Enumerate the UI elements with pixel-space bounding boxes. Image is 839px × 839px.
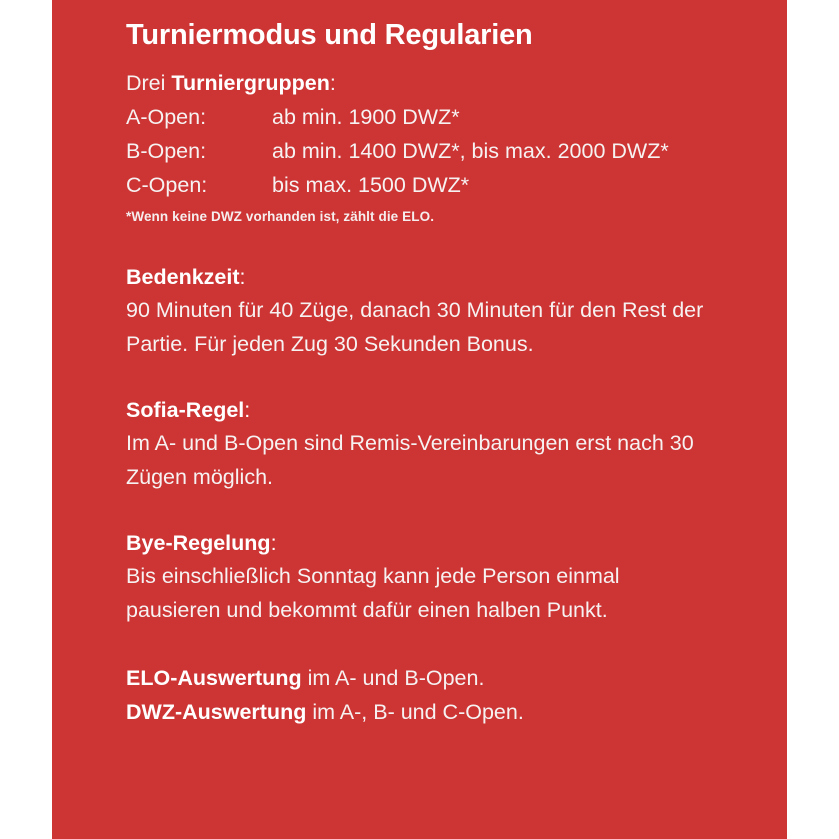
section-heading bbox=[126, 528, 769, 559]
group-value: ab min. 1400 DWZ*, bis max. 2000 DWZ* bbox=[272, 138, 669, 163]
section-heading-text: Bye-Regelung bbox=[126, 530, 271, 555]
evaluation-block bbox=[126, 627, 769, 729]
groups-intro-suffix: : bbox=[329, 70, 336, 95]
groups-intro-prefix: Drei bbox=[126, 70, 172, 95]
list-item bbox=[126, 100, 769, 134]
section-heading-text: Sofia-Regel bbox=[126, 397, 245, 422]
section-heading bbox=[126, 262, 769, 293]
group-value: ab min. 1900 DWZ* bbox=[272, 104, 460, 129]
groups-intro bbox=[126, 52, 769, 100]
section-body: Bis einschließlich Sonntag kann jede Person einmal pausieren und bekommt dafür einen halben Punkt. bbox=[126, 563, 620, 622]
dwz-evaluation-text: im A-, B- und C-Open. bbox=[306, 699, 524, 724]
group-label: B-Open: bbox=[126, 138, 207, 163]
section-heading-colon: : bbox=[239, 264, 246, 289]
tournament-groups-list bbox=[126, 100, 769, 202]
dwz-evaluation-label: DWZ-Auswertung bbox=[126, 699, 307, 724]
dwz-evaluation-line bbox=[126, 695, 769, 729]
group-label: C-Open: bbox=[126, 172, 208, 197]
section-heading bbox=[126, 395, 769, 426]
group-value: bis max. 1500 DWZ* bbox=[272, 172, 470, 197]
section-sofia-regel bbox=[126, 361, 769, 494]
section-body: Im A- und B-Open sind Remis-Vereinbarungen erst nach 30 Zügen möglich. bbox=[126, 430, 694, 489]
list-item bbox=[126, 168, 769, 202]
elo-evaluation-line bbox=[126, 661, 769, 695]
section-heading-colon: : bbox=[244, 397, 251, 422]
page-title: Turniermodus und Regularien bbox=[126, 19, 533, 51]
poster-content bbox=[126, 0, 769, 729]
section-body: 90 Minuten für 40 Züge, danach 30 Minuten für den Rest der Partie. Für jeden Zug 30 Sekunden Bonus. bbox=[126, 297, 704, 356]
dwz-footnote: *Wenn keine DWZ vorhanden ist, zählt die ELO. bbox=[126, 208, 435, 224]
elo-evaluation-text: im A- und B-Open. bbox=[301, 665, 485, 690]
section-heading-text: Bedenkzeit bbox=[126, 264, 240, 289]
section-bye-regelung bbox=[126, 494, 769, 627]
elo-evaluation-label: ELO-Auswertung bbox=[126, 665, 302, 690]
poster-panel bbox=[52, 0, 787, 839]
section-bedenkzeit bbox=[126, 228, 769, 361]
list-item bbox=[126, 134, 769, 168]
section-heading-colon: : bbox=[270, 530, 277, 555]
group-label: A-Open: bbox=[126, 104, 207, 129]
groups-intro-bold: Turniergruppen bbox=[171, 70, 330, 95]
